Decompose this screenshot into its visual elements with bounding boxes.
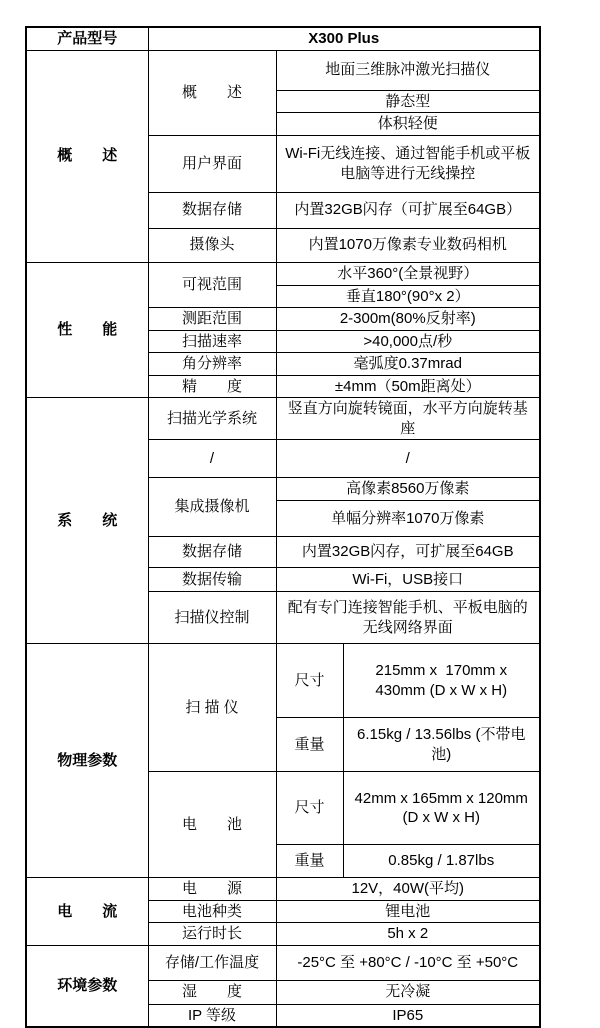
sys-transfer-value: Wi-Fi，USB接口 bbox=[276, 568, 540, 592]
phys-scanner-size-value: 215mm x 170mm x 430mm (D x W x H) bbox=[343, 644, 540, 718]
product-model-label: 产品型号 bbox=[26, 27, 148, 50]
sys-storage-value: 内置32GB闪存，可扩展至64GB bbox=[276, 537, 540, 568]
phys-scanner-weight-value: 6.15kg / 13.56lbs (不带电池) bbox=[343, 718, 540, 772]
overview-desc-value: 地面三维脉冲激光扫描仪 bbox=[276, 50, 540, 90]
phys-battery-weight-label: 重量 bbox=[276, 845, 343, 878]
section-environment-title: 环境参数 bbox=[26, 945, 148, 1027]
perf-angres-label: 角分辨率 bbox=[148, 353, 276, 376]
power-runtime-value: 5h x 2 bbox=[276, 923, 540, 946]
power-supply-value: 12V，40W(平均) bbox=[276, 878, 540, 901]
section-power-title: 电 流 bbox=[26, 878, 148, 946]
phys-scanner-size-label: 尺寸 bbox=[276, 644, 343, 718]
sys-camera-total-value: 高像素8560万像素 bbox=[276, 478, 540, 501]
env-humidity-value: 无冷凝 bbox=[276, 980, 540, 1004]
section-overview-title: 概 述 bbox=[26, 50, 148, 262]
env-humidity-label: 湿 度 bbox=[148, 980, 276, 1004]
sys-optics-value: 竖直方向旋转镜面，水平方向旋转基座 bbox=[276, 398, 540, 440]
spec-table bbox=[25, 26, 541, 1028]
section-performance-title: 性 能 bbox=[26, 262, 148, 398]
sys-slash-label: / bbox=[148, 440, 276, 478]
sys-camera-single-value: 单幅分辨率1070万像素 bbox=[276, 501, 540, 537]
perf-range-label: 测距范围 bbox=[148, 308, 276, 331]
perf-speed-value: >40,000点/秒 bbox=[276, 330, 540, 353]
sys-transfer-label: 数据传输 bbox=[148, 568, 276, 592]
power-battery-type-value: 锂电池 bbox=[276, 900, 540, 923]
sys-control-label: 扫描仪控制 bbox=[148, 592, 276, 644]
phys-scanner-label: 扫 描 仪 bbox=[148, 644, 276, 772]
env-temp-label: 存储/工作温度 bbox=[148, 945, 276, 980]
env-ip-label: IP 等级 bbox=[148, 1004, 276, 1027]
overview-camera-value: 内置1070万像素专业数码相机 bbox=[276, 228, 540, 262]
phys-battery-weight-value: 0.85kg / 1.87lbs bbox=[343, 845, 540, 878]
perf-speed-label: 扫描速率 bbox=[148, 330, 276, 353]
overview-storage-value: 内置32GB闪存（可扩展至64GB） bbox=[276, 192, 540, 228]
sys-slash-value: / bbox=[276, 440, 540, 478]
env-temp-value: -25°C 至 +80°C / -10°C 至 +50°C bbox=[276, 945, 540, 980]
sys-optics-label: 扫描光学系统 bbox=[148, 398, 276, 440]
perf-accuracy-label: 精 度 bbox=[148, 375, 276, 398]
perf-fov-vertical-value: 垂直180°(90°x 2） bbox=[276, 285, 540, 308]
power-supply-label: 电 源 bbox=[148, 878, 276, 901]
overview-static-type-value: 静态型 bbox=[276, 90, 540, 113]
overview-ui-value: Wi-Fi无线连接、通过智能手机或平板电脑等进行无线操控 bbox=[276, 135, 540, 192]
phys-scanner-weight-label: 重量 bbox=[276, 718, 343, 772]
overview-ui-label: 用户界面 bbox=[148, 135, 276, 192]
overview-camera-label: 摄像头 bbox=[148, 228, 276, 262]
sys-control-value: 配有专门连接智能手机、平板电脑的无线网络界面 bbox=[276, 592, 540, 644]
overview-summary-label: 概 述 bbox=[148, 50, 276, 135]
perf-fov-horizontal-value: 水平360°(全景视野） bbox=[276, 262, 540, 285]
overview-storage-label: 数据存储 bbox=[148, 192, 276, 228]
section-physical-title: 物理参数 bbox=[26, 644, 148, 878]
env-ip-value: IP65 bbox=[276, 1004, 540, 1027]
sys-storage-label: 数据存储 bbox=[148, 537, 276, 568]
phys-battery-size-label: 尺寸 bbox=[276, 772, 343, 845]
section-system-title: 系 统 bbox=[26, 398, 148, 644]
power-runtime-label: 运行时长 bbox=[148, 923, 276, 946]
perf-fov-label: 可视范围 bbox=[148, 262, 276, 308]
perf-range-value: 2-300m(80%反射率) bbox=[276, 308, 540, 331]
phys-battery-size-value: 42mm x 165mm x 120mm (D x W x H) bbox=[343, 772, 540, 845]
overview-portability-value: 体积轻便 bbox=[276, 113, 540, 136]
perf-accuracy-value: ±4mm（50m距离处） bbox=[276, 375, 540, 398]
perf-angres-value: 毫弧度0.37mrad bbox=[276, 353, 540, 376]
product-model-value: X300 Plus bbox=[148, 27, 540, 50]
sys-camera-label: 集成摄像机 bbox=[148, 478, 276, 537]
phys-battery-label: 电 池 bbox=[148, 772, 276, 878]
power-battery-type-label: 电池种类 bbox=[148, 900, 276, 923]
